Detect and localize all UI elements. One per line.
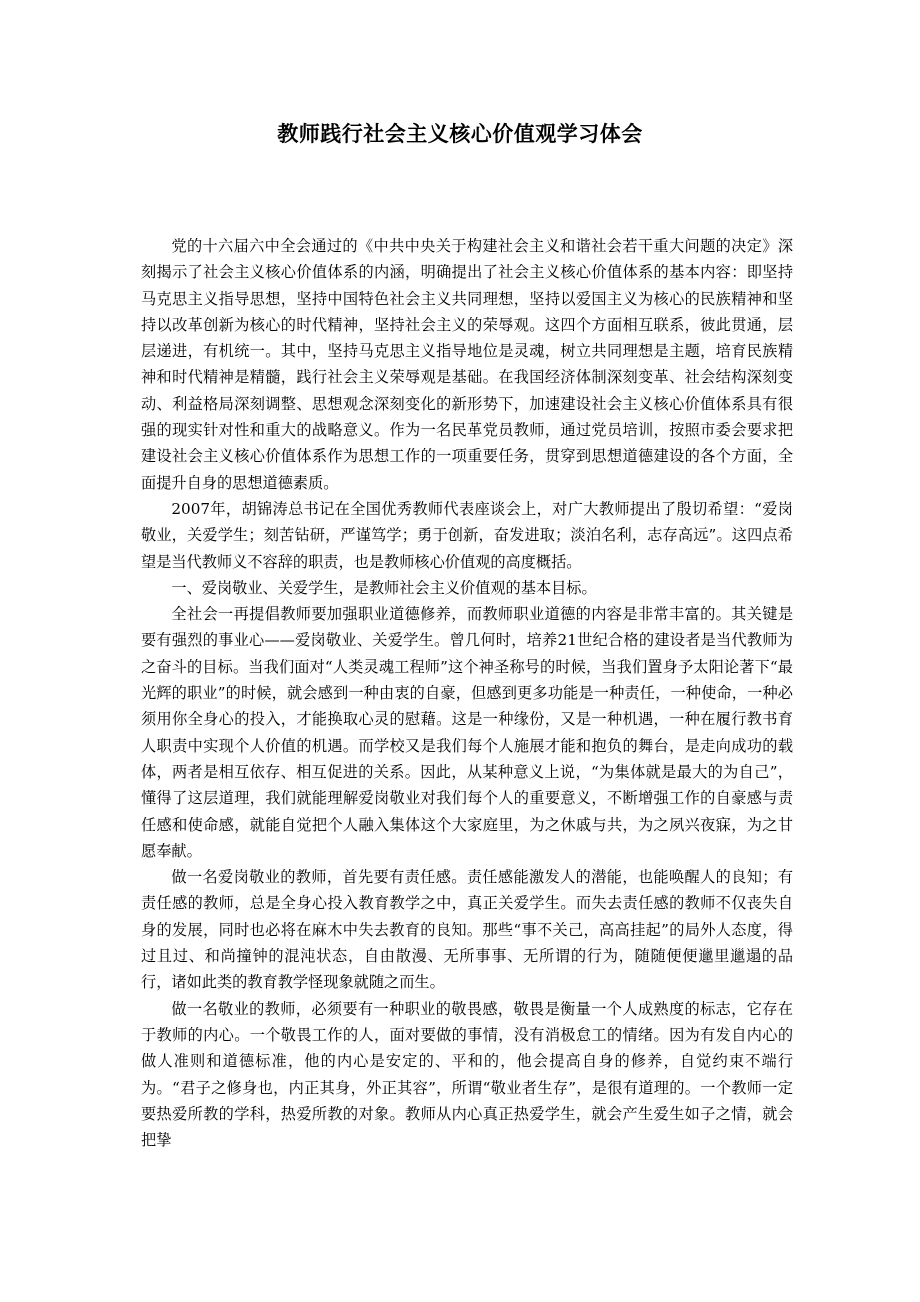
document-title: 教师践行社会主义核心价值观学习体会: [277, 121, 643, 146]
paragraph-responsibility: 做一名爱岗敬业的教师，首先要有责任感。责任感能激发人的潜能，也能唤醒人的良知；有责任感的教师，总是全身心投入教育教学之中，真正关爱学生。而失去责任感的教师不仅丧失自身的发展，同时也必将在麻木中失去教育的良知。那些“事不关己，高高挂起”的局外人态度，得过且过、和尚撞钟的混沌状态，自由散漫、无所事事、无所谓的行为，随随便便邋里邋遢的品行，诸如此类的教育教学怪现象就随之而生。: [141, 868, 793, 992]
paragraph-2007-speech: 2007年，胡锦涛总书记在全国优秀教师代表座谈会上，对广大教师提出了殷切希望：“爱岗敬业，关爱学生；刻苦钻研，严谨笃学；勇于创新，奋发进取；淡泊名利，志存高远”。这四点希望是当代教师义不容辞的职责，也是教师核心价值观的高度概括。: [141, 499, 793, 571]
paragraph-reverence: 做一名敬业的教师，必须要有一种职业的敬畏感，敬畏是衡量一个人成熟度的标志，它存在于教师的内心。一个敬畏工作的人，面对要做的事情，没有消极怠工的情绪。因为有发自内心的做人准则和道德标准，他的内心是安定的、平和的，他会提高自身的修养，自觉约束不端行为。“君子之修身也，内正其身，外正其容”，所谓“敬业者生存”，是很有道理的。一个教师一定要热爱所教的学科，热爱所教的对象。教师从内心真正热爱学生，就会产生爱生如子之情，就会把挚: [141, 999, 793, 1150]
paragraph-intro: 党的十六届六中全会通过的《中共中央关于构建社会主义和谐社会若干重大问题的决定》深刻揭示了社会主义核心价值体系的内涵，明确提出了社会主义核心价值体系的基本内容：即坚持马克思主义指导思想，坚持中国特色社会主义共同理想，坚持以爱国主义为核心的民族精神和坚持以改革创新为核心的时代精神，坚持社会主义的荣辱观。这四个方面相互联系，彼此贯通，层层递进，有机统一。其中，坚持马克思主义指导地位是灵魂，树立共同理想是主题，培育民族精神和时代精神是精髓，践行社会主义荣辱观是基础。在我国经济体制深刻变革、社会结构深刻变动、利益格局深刻调整、思想观念深刻变化的新形势下，加速建设社会主义核心价值体系具有很强的现实针对性和重大的战略意义。作为一名民革党员教师，通过党员培训，按照市委会要求把建设社会主义核心价值体系作为思想工作的一项重要任务，贯穿到思想道德建设的各个方面，全面提升自身的思想道德素质。: [141, 237, 793, 492]
section-heading-1: 一、爱岗敬业、关爱学生，是教师社会主义价值观的基本目标。: [171, 578, 597, 597]
document-body: [141, 233, 793, 1153]
paragraph-professional-ethics: 全社会一再提倡教师要加强职业道德修养，而教师职业道德的内容是非常丰富的。其关键是要有强烈的事业心——爱岗敬业、关爱学生。曾几何时，培养21世纪合格的建设者是当代教师为之奋斗的目标。当我们面对“人类灵魂工程师”这个神圣称号的时候，当我们置身予太阳论著下“最光辉的职业”的时候，就会感到一种由衷的自豪，但感到更多功能是一种责任，一种使命，一种必须用你全身心的投入，才能换取心灵的慰藉。这是一种缘份，又是一种机遇，一种在履行教书育人职责中实现个人价值的机遇。而学校又是我们每个人施展才能和抱负的舞台，是走向成功的载体，两者是相互依存、相互促进的关系。因此，从某种意义上说，“为集体就是最大的为自己”，懂得了这层道理，我们就能理解爱岗敬业对我们每个人的重要意义，不断增强工作的自豪感与责任感和使命感，就能自觉把个人融入集体这个大家庭里，为之休戚与共，为之夙兴夜寐，为之甘愿奉献。: [141, 605, 793, 860]
